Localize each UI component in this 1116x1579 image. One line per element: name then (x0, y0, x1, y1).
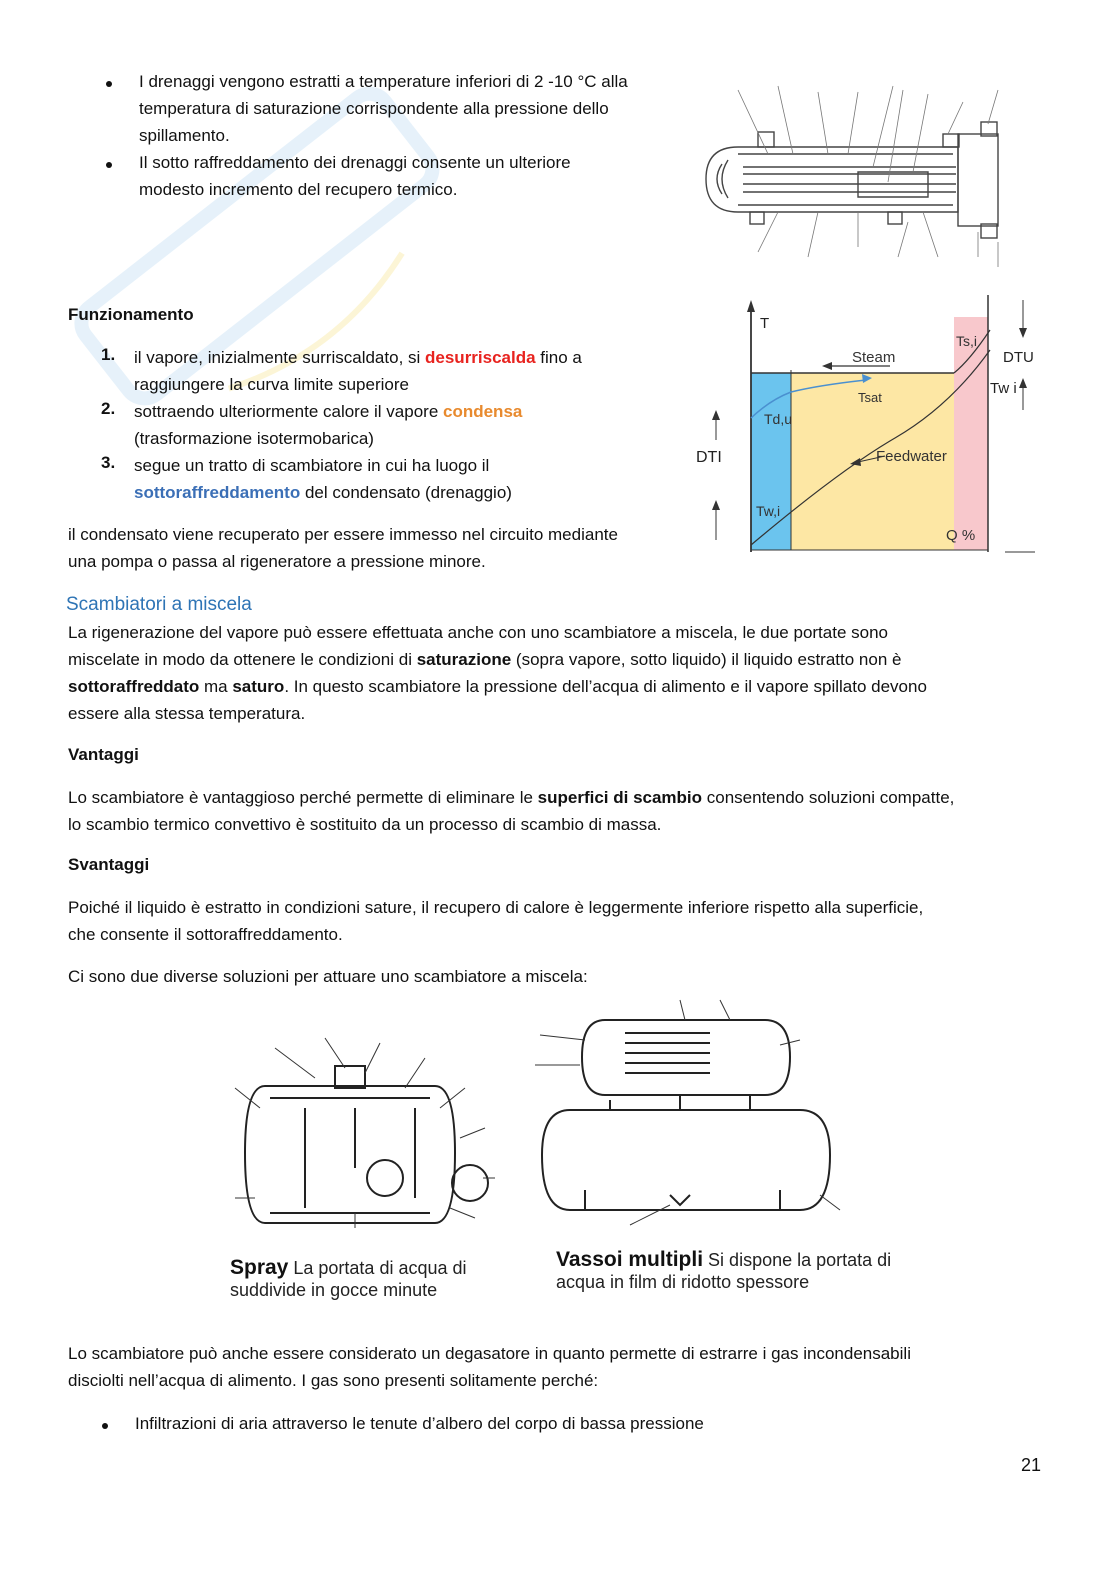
text-line: disciolti nell’acqua di alimento. I gas sono presenti solitamente perché: (68, 1371, 599, 1390)
step-line (134, 398, 522, 425)
svantaggi-heading: Svantaggi (68, 855, 150, 874)
tsat-label: Tsat (858, 390, 882, 405)
text-line: I drenaggi vengono estratti a temperature inferiori di 2 -10 °C alla (139, 72, 628, 91)
text-seg: lo scambio termico convettivo è sostituito da un processo di scambio di massa. (68, 815, 662, 834)
subcooling-zone (954, 317, 988, 550)
step-line (134, 479, 512, 506)
svantaggi-paragraph (68, 894, 923, 948)
text-line: Poiché il liquido è estratto in condizioni sature, il recupero di calore è leggermente inferiore rispetto alla superficie, (68, 898, 924, 917)
vassoi-title: Vassoi multipli (556, 1248, 704, 1271)
spray-deaerator-drawing (215, 1028, 515, 1233)
top-bullet-2 (139, 149, 571, 203)
text-seg: La rigenerazione del vapore può essere effettuata anche con uno scambiatore a miscela, le due portate sono (68, 623, 889, 642)
text-seg-bold: saturazione (416, 650, 512, 669)
steam-label: Steam (852, 349, 896, 366)
text-line: spillamento. (139, 126, 230, 145)
step-number: 2. (101, 399, 116, 418)
text-seg: consentendo soluzioni compatte, (702, 788, 955, 807)
step-line (134, 344, 582, 371)
vassoi-caption-line: Si dispone la portata di (703, 1250, 892, 1270)
t-axis-label: T (760, 315, 770, 332)
funzionamento-heading: Funzionamento (68, 305, 194, 324)
vantaggi-heading: Vantaggi (68, 745, 139, 764)
feedwater-heater-drawing (698, 72, 1043, 277)
twi-top-label: Tw i (990, 380, 1017, 397)
last-bullet: Infiltrazioni di aria attraverso le tenute d’albero del corpo di bassa pressione (135, 1414, 704, 1433)
vassoi-caption-line: acqua in film di ridotto spessore (556, 1272, 810, 1292)
text-seg-bold: sottoraffreddato (68, 677, 200, 696)
text-seg: essere alla stessa temperatura. (68, 704, 306, 723)
text-line (68, 811, 954, 838)
step-1 (134, 344, 582, 398)
step-text: il vapore, inizialmente surriscaldato, si (134, 348, 426, 367)
spray-caption-line: La portata di acqua di (288, 1258, 467, 1278)
highlight-sottoraffreddamento: sottoraffreddamento (134, 483, 301, 502)
soluzioni-line: Ci sono due diverse soluzioni per attuare uno scambiatore a miscela: (68, 967, 588, 986)
q-label: Q % (946, 527, 976, 544)
text-seg-bold: saturo (232, 677, 285, 696)
text-seg: Lo scambiatore è vantaggioso perché permette di eliminare le (68, 788, 538, 807)
highlight-desurriscalda: desurriscalda (425, 348, 536, 367)
tsi-label: Ts,i (956, 333, 977, 349)
text-line: che consente il sottoraffreddamento. (68, 925, 343, 944)
vantaggi-paragraph (68, 784, 954, 838)
temperature-diagram (690, 290, 1050, 560)
spray-caption (230, 1256, 467, 1301)
step-line: (trasformazione isotermobarica) (134, 429, 374, 448)
bullet-dot (106, 81, 112, 87)
section-heading-scambiatori: Scambiatori a miscela (66, 594, 252, 615)
condensato-paragraph (68, 521, 618, 575)
text-line (68, 619, 927, 646)
dtu-label: DTU (1003, 349, 1034, 366)
step-text: del condensato (drenaggio) (300, 483, 512, 502)
text-seg: . In questo scambiatore la pressione dell’acqua di alimento e il vapore spillato devono (284, 677, 927, 696)
step-text: sottraendo ulteriormente calore il vapore (134, 402, 443, 421)
text-seg: (sopra vapore, sotto liquido) il liquido estratto non è (511, 650, 902, 669)
tray-deaerator-drawing (530, 995, 860, 1235)
highlight-condensa: condensa (443, 402, 523, 421)
text-line: temperatura di saturazione corrispondente alla pressione dello (139, 99, 609, 118)
bullet-dot (106, 162, 112, 168)
step-3 (134, 452, 512, 506)
text-seg: ma (199, 677, 233, 696)
text-line (68, 646, 927, 673)
text-line: modesto incremento del recupero termico. (139, 180, 458, 199)
tdu-label: Td,u (764, 411, 793, 427)
text-line (68, 673, 927, 700)
scambiatori-paragraph (68, 619, 927, 727)
bullet-dot (102, 1423, 108, 1429)
twi-bottom-label: Tw,i (756, 503, 781, 519)
text-line: Il sotto raffreddamento dei drenaggi consente un ulteriore (139, 153, 571, 172)
step-number: 3. (101, 453, 116, 472)
step-number: 1. (101, 345, 116, 364)
text-seg: miscelate in modo da ottenere le condizioni di (68, 650, 417, 669)
feedwater-label: Feedwater (876, 448, 947, 465)
step-line: segue un tratto di scambiatore in cui ha luogo il (134, 456, 490, 475)
step-text: fino a (535, 348, 582, 367)
spray-caption-line: suddivide in gocce minute (230, 1280, 438, 1300)
spray-title: Spray (230, 1256, 289, 1279)
degasatore-paragraph (68, 1340, 911, 1394)
step-2 (134, 398, 522, 452)
top-bullet-1 (139, 68, 628, 149)
desuperheat-zone (751, 373, 791, 550)
step-line: raggiungere la curva limite superiore (134, 375, 409, 394)
dti-label: DTI (696, 449, 722, 466)
text-line: una pompa o passa al rigeneratore a pressione minore. (68, 552, 486, 571)
vassoi-caption (556, 1248, 891, 1293)
text-line (68, 700, 927, 727)
text-line: Lo scambiatore può anche essere considerato un degasatore in quanto permette di estrarre i gas incondensabili (68, 1344, 911, 1363)
page-number: 21 (1021, 1455, 1042, 1475)
text-line: il condensato viene recuperato per essere immesso nel circuito mediante (68, 525, 618, 544)
text-seg-bold: superfici di scambio (537, 788, 703, 807)
text-line (68, 784, 954, 811)
